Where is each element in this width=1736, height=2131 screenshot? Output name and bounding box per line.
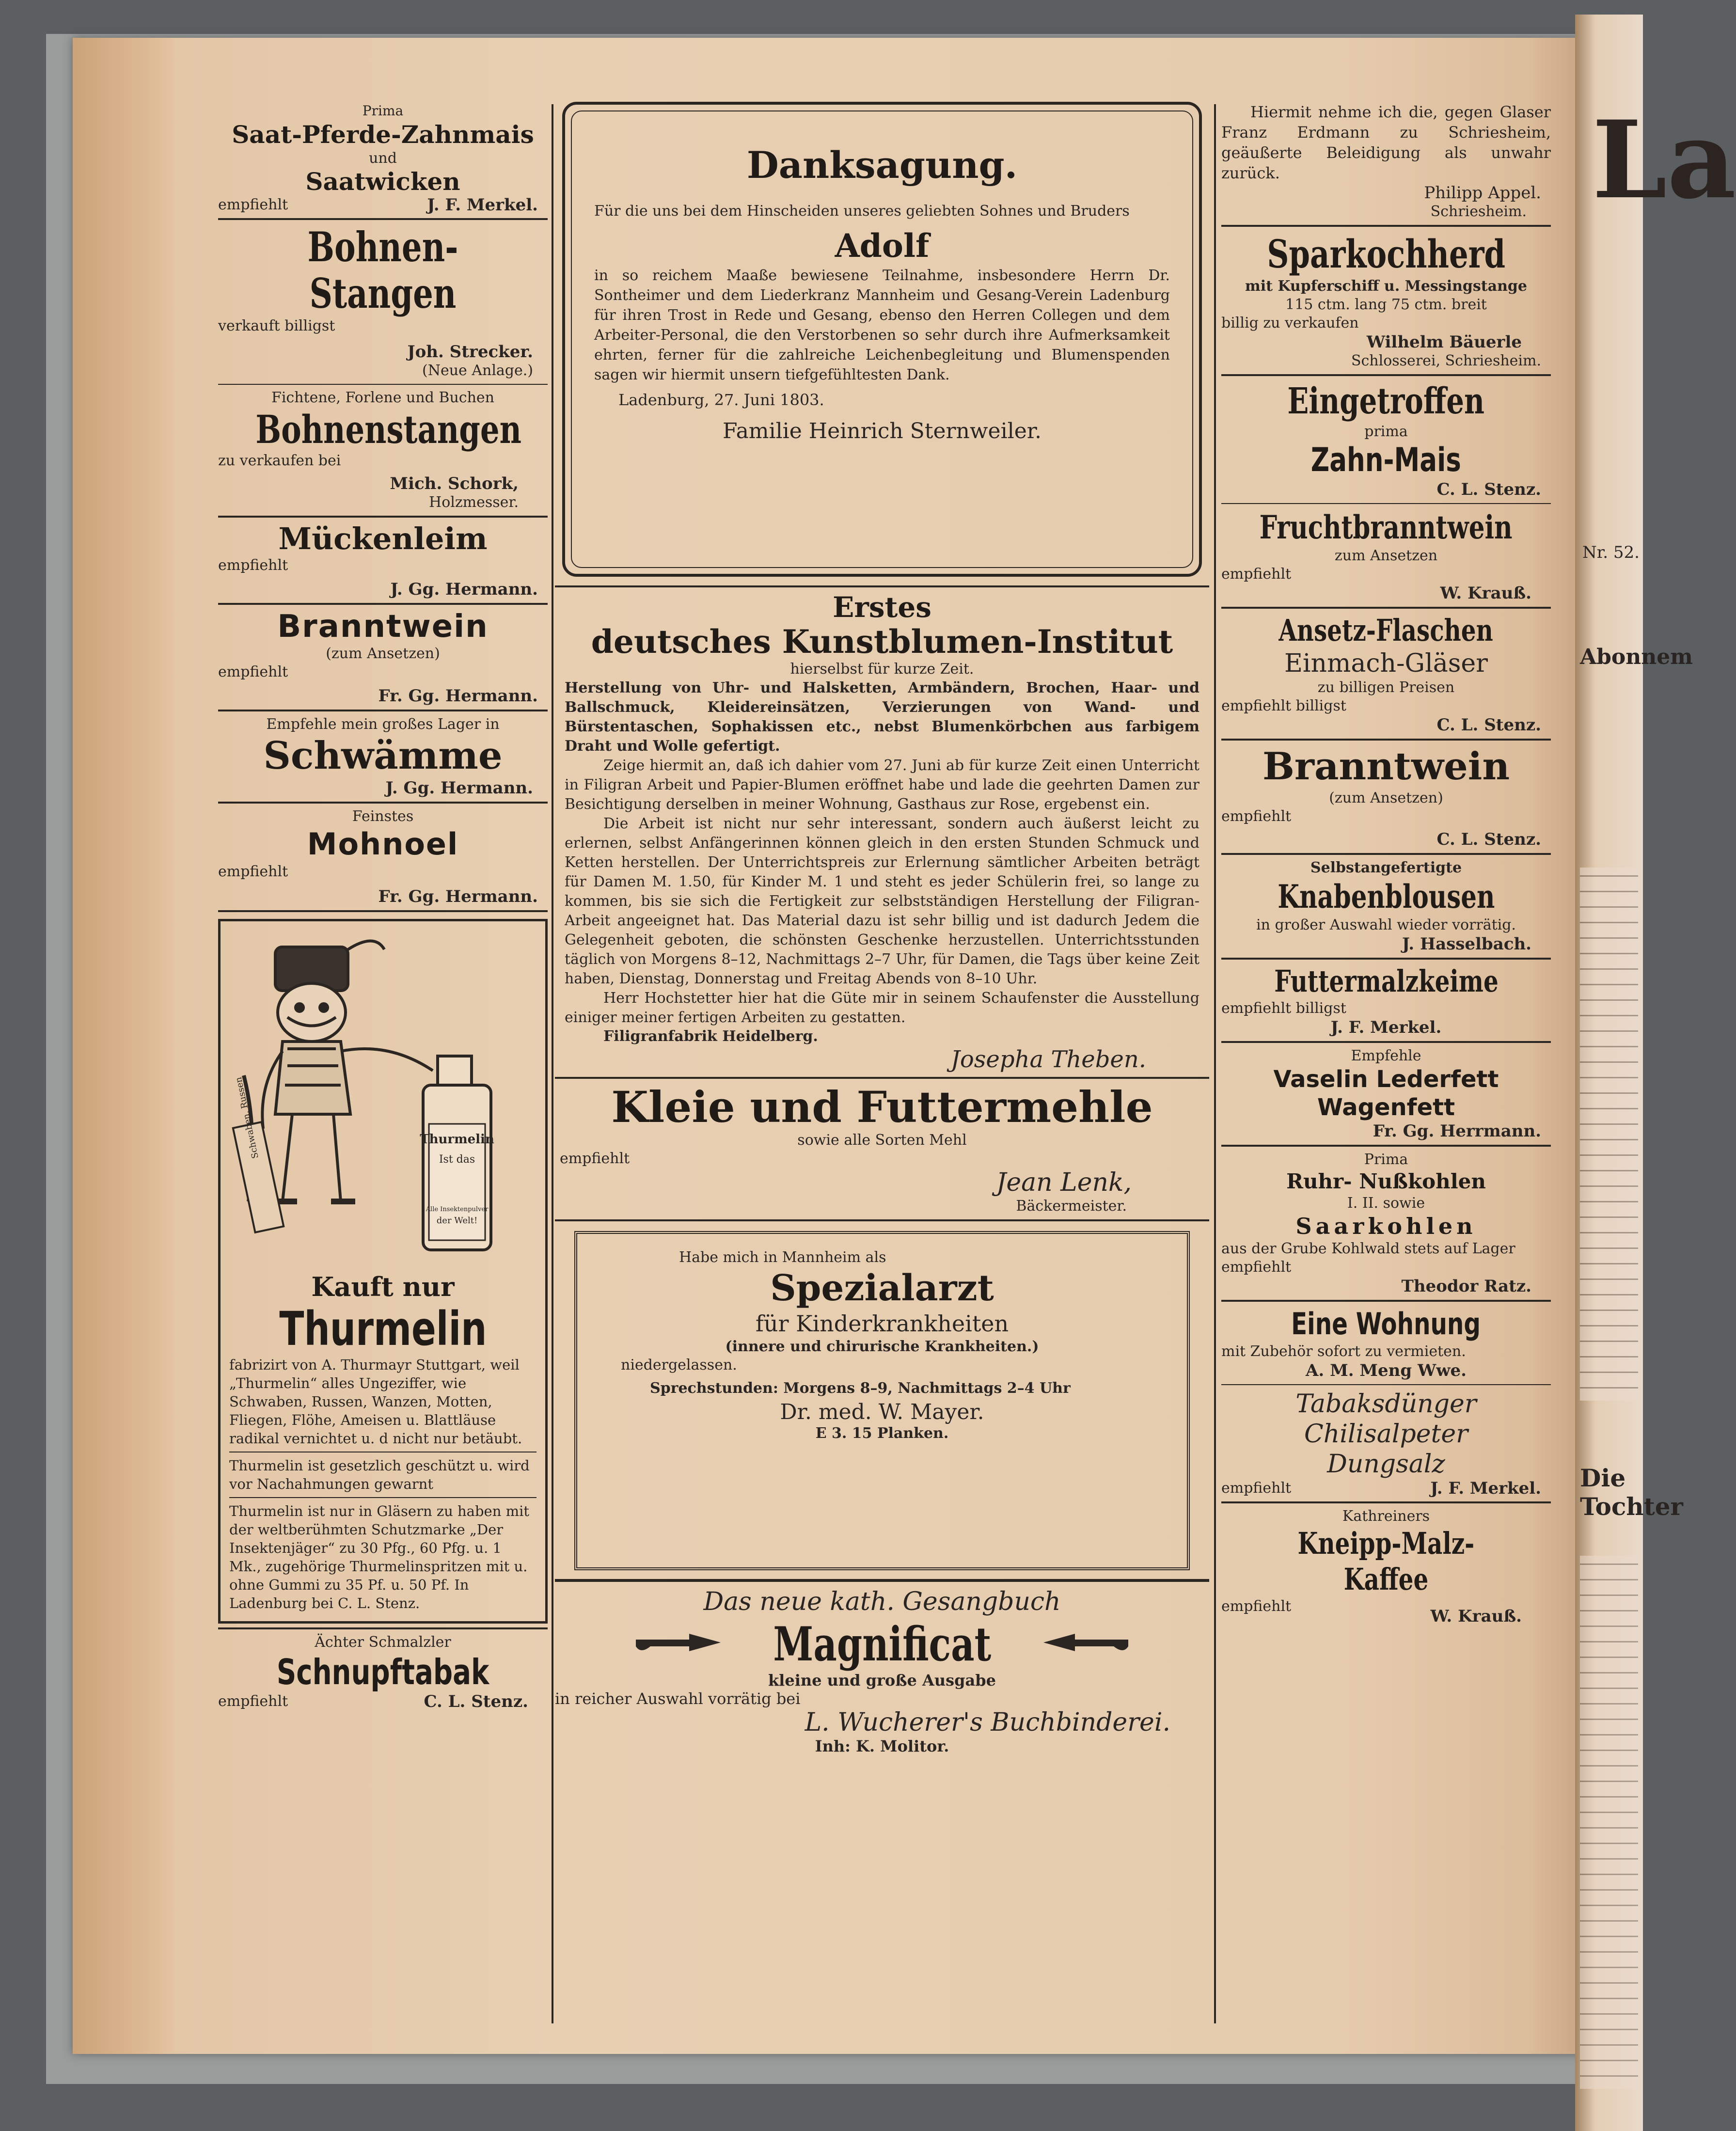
ad-title: Fruchtbranntwein — [1260, 508, 1513, 546]
ad-line: empfiehlt — [1221, 1598, 1292, 1615]
ad-signature: C. L. Stenz. — [1436, 715, 1541, 735]
divider — [218, 1627, 548, 1629]
bottle-label: Alle Insektenpulver — [426, 1206, 489, 1213]
ad-line: aus der Grube Kohlwald stets auf Lager — [1221, 1240, 1515, 1257]
ad-line: empfiehlt — [1221, 808, 1292, 825]
ad-title: Spezialarzt — [770, 1267, 994, 1309]
ad-duenger — [1221, 1389, 1551, 1498]
ad-title: Magnificat — [773, 1617, 991, 1672]
ad-line: empfiehlt — [218, 196, 288, 213]
ad-signature-note: E 3. 15 Planken. — [815, 1425, 949, 1442]
ad-line: empfiehlt — [560, 1150, 630, 1167]
ad-line: Empfehle mein großes Lager in — [266, 716, 500, 733]
column-rule-right — [1214, 104, 1216, 2023]
ad-kneipp-kaffee — [1221, 1507, 1551, 1626]
ad-signature-note: Schlosserei, Schriesheim. — [1351, 352, 1541, 369]
facing-page-title: La — [1592, 97, 1736, 222]
ad-line: verkauft billigst — [218, 317, 335, 334]
facing-page — [1575, 15, 1736, 2131]
ad-title: Ansetz-Flaschen — [1278, 613, 1494, 648]
ad-line: für Kinderkrankheiten — [755, 1310, 1009, 1337]
ad-line: empfiehlt billigst — [1221, 1000, 1346, 1017]
ad-branntwein-left — [218, 609, 548, 706]
ad-spezialarzt — [574, 1231, 1190, 1570]
ad-signature: J. Gg. Hermann. — [390, 580, 538, 599]
ad-signature-note: (Neue Anlage.) — [422, 362, 533, 379]
ad-line: Fichtene, Forlene und Buchen — [271, 389, 494, 406]
pointing-hand-right-icon — [631, 1625, 728, 1664]
ad-line: mit Kupferschiff u. Messingstange — [1245, 278, 1527, 295]
bottle-label: der Welt! — [436, 1215, 478, 1226]
ad-title: Schwämme — [263, 734, 503, 778]
ad-line: empfiehlt — [218, 663, 288, 680]
ad-schnupftabak — [218, 1633, 548, 1711]
ad-date: Ladenburg, 27. Juni 1803. — [618, 391, 824, 409]
ad-title: Mückenleim — [278, 521, 488, 556]
ad-title: Danksagung. — [746, 143, 1018, 187]
ad-kunstblumen — [555, 591, 1209, 1073]
bottle-label: Ist das — [439, 1153, 475, 1166]
ad-line: Feinstes — [352, 808, 414, 825]
divider — [555, 1077, 1209, 1079]
divider — [1221, 1384, 1551, 1385]
ad-body: Zeige hiermit an, daß ich dahier vom 27. Juni ab für kurze Zeit einen Unterricht in Filigran Arbeit und Papier-Blumen eröffnet habe und lade die geehrten Damen zur Besichtigung derselben in meiner Wohnung, Gasthaus zur Rose, ergebenst ein. — [565, 757, 1199, 813]
ad-signature: J. Gg. Hermann. — [385, 778, 533, 798]
divider — [218, 910, 548, 912]
ad-line: empfiehlt — [218, 557, 288, 574]
ad-signature: W. Krauß. — [1430, 1607, 1522, 1626]
ad-lederfett — [1221, 1047, 1551, 1141]
ad-title: Vaselin Lederfett — [1273, 1066, 1499, 1093]
bottle-label: Thurmelin — [420, 1132, 494, 1147]
ad-signature-note: Inh: K. Molitor. — [815, 1737, 949, 1755]
ad-signature: C. L. Stenz. — [1436, 480, 1541, 499]
ad-line: empfiehlt — [218, 1693, 288, 1710]
ad-title: Kaffee — [1343, 1562, 1429, 1597]
ad-line: empfiehlt — [1221, 566, 1292, 583]
ad-line: in großer Auswahl wieder vorrätig. — [1256, 916, 1516, 933]
ad-title: Kneipp-Malz- — [1297, 1526, 1475, 1561]
ad-title: Eingetroffen — [1287, 380, 1485, 422]
ad-signature: Fr. Gg. Hermann. — [378, 887, 538, 906]
divider — [1221, 1145, 1551, 1147]
ad-line: und — [369, 150, 397, 167]
ad-line: Prima — [1364, 1151, 1408, 1168]
ad-signature: Jean Lenk, — [996, 1168, 1132, 1197]
ad-signature: J. Hasselbach. — [1402, 934, 1531, 954]
ad-bohnen-stangen — [218, 224, 548, 380]
ad-title: Futtermalzkeime — [1274, 963, 1499, 999]
ad-title: Tabaksdünger — [1295, 1389, 1477, 1419]
ad-sparkochherd — [1221, 231, 1551, 370]
left-column — [218, 102, 548, 1711]
ad-line: zu billigen Preisen — [1317, 679, 1455, 696]
ad-line: Habe mich in Mannheim als — [679, 1249, 886, 1266]
divider — [1221, 225, 1551, 227]
ad-mueckenleim — [218, 521, 548, 599]
divider — [1221, 374, 1551, 376]
ad-signature: Familie Heinrich Sternweiler. — [723, 419, 1042, 443]
ad-line: kleine und große Ausgabe — [768, 1671, 996, 1689]
ad-line: Filigranfabrik Heidelberg. — [603, 1028, 818, 1045]
ad-line: Ächter Schmalzler — [315, 1634, 451, 1651]
divider — [1221, 1501, 1551, 1503]
ad-signature: J. F. Merkel. — [1430, 1479, 1541, 1498]
ad-line: hierselbst für kurze Zeit. — [790, 661, 974, 678]
ad-line: in reicher Auswahl vorrätig bei — [555, 1689, 801, 1708]
ad-title: Knabenblousen — [1277, 878, 1495, 916]
divider — [218, 384, 548, 385]
ad-line: sowie alle Sorten Mehl — [797, 1132, 967, 1149]
divider — [555, 585, 1209, 587]
ad-line: zu verkaufen bei — [218, 452, 341, 469]
ad-title: Branntwein — [1262, 744, 1510, 789]
ad-branntwein-right — [1221, 744, 1551, 849]
ad-body: fabrizirt von A. Thurmayr Stuttgart, weil „Thurmelin“ alles Ungeziffer, wie Schwaben, Russen, Wanzen, Motten, Fliegen, Flöhe, Ameisen u. Blattläuse radikal vernichtet u. d nicht nur betäubt. — [229, 1357, 522, 1447]
divider — [218, 218, 548, 220]
ad-title: Erstes — [833, 591, 931, 624]
ad-signature: C. L. Stenz. — [424, 1692, 528, 1711]
ad-line: 115 ctm. lang 75 ctm. breit — [1285, 296, 1487, 313]
ad-line: Prima — [362, 103, 404, 119]
ad-body: Für die uns bei dem Hinscheiden unseres geliebten Sohnes und Bruders — [594, 203, 1130, 220]
deceased-name: Adolf — [835, 227, 930, 265]
ad-body: Hiermit nehme ich die, gegen Glaser Franz Erdmann zu Schriesheim, geäußerte Beleidigung als unwahr zurück. — [1221, 103, 1551, 182]
ad-magnificat — [555, 1586, 1209, 1755]
ad-erklaerung — [1221, 102, 1551, 221]
middle-column — [555, 102, 1209, 1755]
ad-title: Mohnoel — [307, 826, 459, 862]
facing-page-heading: Abonnem — [1580, 645, 1693, 669]
divider — [218, 710, 548, 711]
ad-title: Kleie und Futtermehle — [611, 1082, 1153, 1132]
ad-signature: Fr. Gg. Herrmann. — [1373, 1121, 1541, 1141]
divider — [1221, 739, 1551, 741]
ad-knabenblousen — [1221, 859, 1551, 954]
divider — [1221, 503, 1551, 504]
ad-wohnung — [1221, 1306, 1551, 1380]
facing-page-number: Nr. 52. — [1582, 543, 1640, 562]
ad-line: (zum Ansetzen) — [326, 645, 440, 662]
divider — [218, 603, 548, 605]
ad-signature-note: Bäckermeister. — [1016, 1198, 1127, 1215]
ad-kohlen — [1221, 1151, 1551, 1296]
ad-ansetz-flaschen — [1221, 613, 1551, 735]
ad-signature: Fr. Gg. Hermann. — [378, 686, 538, 706]
ad-line: niedergelassen. — [621, 1357, 737, 1373]
ad-title: Eine Wohnung — [1291, 1306, 1481, 1342]
divider — [1221, 1300, 1551, 1302]
ad-schwaemme — [218, 715, 548, 798]
divider — [555, 1579, 1209, 1582]
ad-signature: Dr. med. W. Mayer. — [780, 1400, 984, 1424]
ad-futtermalzkeime — [1221, 963, 1551, 1037]
ad-signature: Mich. Schork, — [390, 474, 519, 493]
ad-line: billig zu verkaufen — [1221, 315, 1359, 331]
ad-signature: C. L. Stenz. — [1436, 830, 1541, 849]
ad-line: mit Zubehör sofort zu vermieten. — [1221, 1343, 1466, 1360]
ad-body: Herr Hochstetter hier hat die Güte mir in seinem Schaufenster die Ausstellung einiger meiner fertigen Arbeiten zu gestatten. — [565, 990, 1199, 1026]
ad-line: zum Ansetzen — [1334, 547, 1438, 564]
ad-line: Selbstangefertigte — [1310, 859, 1462, 876]
divider — [218, 516, 548, 518]
ad-body: Herstellung von Uhr- und Halsketten, Armbändern, Brochen, Haar- und Ballschmuck, Kleidereinsätzen, Verzierungen von Wand- und Bürstentaschen, Sophakissen etc., nebst Blumenkörbchen aus farbigem Draht und Wolle gefertigt. — [565, 679, 1199, 755]
divider — [1221, 607, 1551, 609]
ad-title: deutsches Kunstblumen-Institut — [591, 623, 1173, 661]
ad-bohnenstangen — [218, 389, 548, 512]
ad-title: Wagenfett — [1317, 1094, 1455, 1121]
facing-page-text-2 — [1580, 1556, 1638, 2089]
ad-title: Sparkochherd — [1267, 231, 1505, 277]
ad-title: Einmach-Gläser — [1284, 649, 1488, 678]
ad-line: Das neue kath. Gesangbuch — [703, 1587, 1061, 1616]
ad-signature: W. Krauß. — [1440, 584, 1531, 603]
ad-signature: Wilhelm Bäuerle — [1366, 332, 1522, 352]
ad-line: Sprechstunden: Morgens 8–9, Nachmittags 2–4 Uhr — [650, 1380, 1071, 1397]
ad-body: Thurmelin ist nur in Gläsern zu haben mit der weltberühmten Schutzmarke „Der Insektenjäger“ zu 30 Pfg., 60 Pfg. u. 1 Mk., zugehörige Thurmelinspritzen mit u. ohne Gummi zu 35 Pf. u. 50 Pf. In Ladenburg bei C. L. Stenz. — [229, 1503, 530, 1611]
ad-mohnoel — [218, 807, 548, 906]
ad-line: (zum Ansetzen) — [1329, 789, 1443, 806]
ad-line: I. II. sowie — [1347, 1195, 1425, 1212]
ad-signature: J. F. Merkel. — [427, 195, 538, 215]
ad-title: Bohnen-Stangen — [307, 223, 458, 317]
ad-line: (innere und chirurische Krankheiten.) — [725, 1338, 1039, 1355]
divider — [229, 1497, 537, 1498]
ad-signature-note: Schriesheim. — [1430, 203, 1527, 220]
ad-signature: Josepha Theben. — [950, 1046, 1146, 1073]
ad-title: Thurmelin — [279, 1302, 487, 1356]
ad-fruchtbranntwein — [1221, 508, 1551, 603]
facing-page-text — [1580, 868, 1638, 1401]
ad-signature-note: Holzmesser. — [429, 494, 519, 511]
thurmelin-illustration — [229, 930, 530, 1269]
ad-title: Saatwicken — [305, 167, 460, 196]
divider — [1221, 1041, 1551, 1043]
ad-signature: A. M. Meng Wwe. — [1306, 1361, 1467, 1380]
divider — [1221, 853, 1551, 855]
ad-kleie — [555, 1083, 1209, 1215]
ad-title: Branntwein — [277, 609, 489, 645]
ad-signature: Theodor Ratz. — [1401, 1277, 1531, 1296]
ad-body: in so reichem Maaße bewiesene Teilnahme, insbesondere Herrn Dr. Sontheimer und dem Liederkranz Mannheim und Gesang-Verein Ladenburg für ihren Trost in Rede und Gesang, ebenso den Herren Collegen und dem Arbeiter-Personal, die den Verstorbenen so sehr durch ihre Aufmerksamkeit ehrten, ferner für die zahlreiche Leichenbegleitung und Blumenspenden sagen wir hiermit unsern tiefgefühltesten Dank. — [594, 267, 1170, 383]
ad-line: prima — [1364, 423, 1408, 440]
ad-line: Empfehle — [1351, 1047, 1421, 1064]
ad-title: Ruhr- Nußkohlen — [1286, 1169, 1486, 1193]
facing-page-heading-2: Die Tochter — [1580, 1464, 1683, 1521]
ad-body: Thurmelin ist gesetzlich geschützt u. wird vor Nachahmungen gewarnt — [229, 1457, 530, 1492]
column-rule-left — [552, 104, 553, 2023]
ad-zahnmais — [218, 102, 548, 214]
scroll-text: Schwaben, Russen — [233, 1076, 261, 1160]
ad-signature: Joh. Strecker. — [407, 342, 533, 362]
ad-title: Saarkohlen — [1295, 1213, 1477, 1239]
ad-body: Die Arbeit ist nicht nur sehr interessant, sondern auch äußerst leicht zu erlernen, selbst Anfängerinnen können gleich in den ersten Stunden Schmuck und Ketten herstellen. Der Unterrichtspreis zur Erlernung sämtlicher Arbeiten beträgt für Damen M. 1.50, für Kinder M. 1 und steht es jeder Schülerin frei, so lange zu kommen, bis sie sich die Fertigkeit zur selbstständigen Herstellung der Filigran-Arbeit angeeignet hat. Das Material dazu ist sehr billig und ist dadurch Jedem die Gelegenheit geboten, die schönsten Geschenke herzustellen. Unterrichtsstunden täglich von Morgens 8–12, Nachmittags 2–7 Uhr, für Damen, die Tags über keine Zeit haben, Dienstag, Donnerstag und Freitag Abends von 8–10 Uhr. — [565, 815, 1199, 987]
divider — [218, 802, 548, 804]
ad-line: empfiehlt billigst — [1221, 697, 1346, 714]
ad-signature: Philipp Appel. — [1424, 183, 1541, 203]
ad-line: empfiehlt — [1221, 1259, 1292, 1276]
divider — [1221, 958, 1551, 960]
ad-title: Chilisalpeter — [1304, 1420, 1468, 1449]
pointing-hand-left-icon — [1036, 1625, 1133, 1664]
divider — [555, 1219, 1209, 1221]
ad-title: Zahn-Mais — [1310, 441, 1462, 479]
ad-signature: J. F. Merkel. — [1330, 1018, 1442, 1037]
ad-line: empfiehlt — [1221, 1480, 1292, 1497]
ad-thurmelin — [218, 919, 548, 1624]
ad-danksagung — [562, 102, 1202, 577]
right-column — [1221, 102, 1551, 1626]
ad-line: Kathreiners — [1342, 1508, 1430, 1525]
ad-line: empfiehlt — [218, 863, 288, 880]
ad-signature: L. Wucherer's Buchbinderei. — [805, 1708, 1170, 1737]
ad-title: Schnupftabak — [276, 1652, 489, 1692]
ad-title: Dungsalz — [1327, 1450, 1445, 1479]
ad-title: Bohnenstangen — [255, 407, 521, 452]
ad-line: Kauft nur — [311, 1271, 455, 1302]
ad-title: Saat-Pferde-Zahnmais — [232, 120, 534, 149]
page-edge — [73, 38, 174, 2054]
ad-zahn-mais — [1221, 380, 1551, 499]
